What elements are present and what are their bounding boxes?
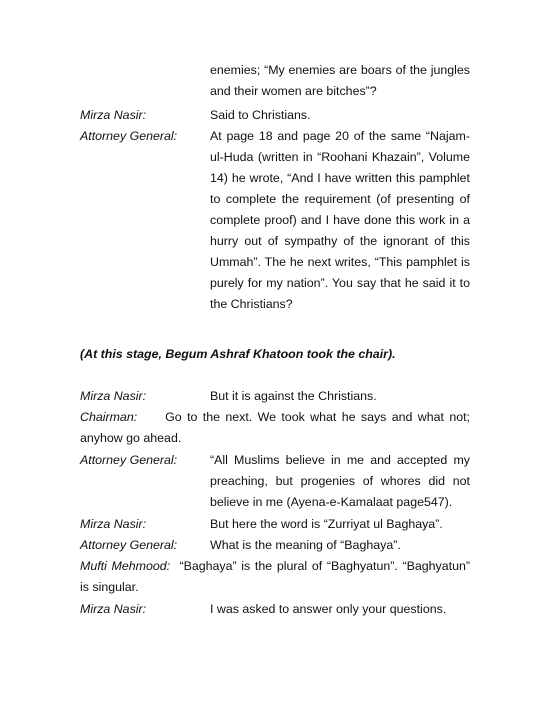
speaker-label: Mirza Nasir: [80, 108, 147, 122]
dialogue-line-9 [80, 556, 470, 598]
speaker-label: Mirza Nasir: [80, 389, 147, 403]
dialogue-line-3 [80, 126, 470, 315]
dialogue-text: At page 18 and page 20 of the same “Najam-ul-Huda (written in “Roohani Khazain”, Volume 14) he wrote, “And I have written this pamphlet to complete the requirement (of presenting of complete proof) and I have done this work in a hurry out of sympathy of the ignorant of this Ummah”. The he next writes, “This pamphlet is purely for my nation”. You say that he said it to the Christians? [210, 129, 470, 311]
dialogue-text: What is the meaning of “Baghaya”. [210, 538, 401, 552]
dialogue-line-5 [80, 407, 470, 449]
dialogue-line-4 [80, 386, 470, 407]
dialogue-line-1 [80, 60, 470, 102]
dialogue-text-inline [80, 556, 470, 598]
speaker-label: Mufti Mehmood: [80, 559, 171, 573]
dialogue-line-2 [80, 105, 470, 126]
dialogue-line-6 [80, 450, 470, 513]
dialogue-text: I was asked to answer only your questions. [210, 602, 447, 616]
dialogue-text: But here the word is “Zurriyat ul Baghaya”. [210, 517, 443, 531]
speaker-label: Attorney General: [80, 538, 178, 552]
dialogue-line-8 [80, 535, 470, 556]
section-heading: (At this stage, Begum Ashraf Khatoon took the chair). [80, 347, 396, 361]
dialogue-line-10 [80, 599, 470, 620]
dialogue-text: But it is against the Christians. [210, 389, 377, 403]
dialogue-text: Go to the next. We took what he says and what not; anyhow go ahead. [80, 410, 470, 445]
speaker-label: Chairman: [80, 410, 138, 424]
dialogue-text: “Baghaya” is the plural of “Baghyatun”. “Baghyatun” is singular. [80, 559, 470, 594]
speaker-label: Mirza Nasir: [80, 602, 147, 616]
speaker-label: Mirza Nasir: [80, 517, 147, 531]
dialogue-text: Said to Christians. [210, 108, 311, 122]
dialogue-text: “All Muslims believe in me and accepted my preaching, but progenies of whores did not believe in me (Ayena-e-Kamalaat page547). [210, 453, 470, 509]
dialogue-text-inline [80, 407, 470, 449]
speaker-label: Attorney General: [80, 453, 178, 467]
dialogue-text: enemies; “My enemies are boars of the jungles and their women are bitches”? [210, 63, 470, 98]
speaker-label: Attorney General: [80, 129, 178, 143]
dialogue-line-7 [80, 514, 470, 535]
